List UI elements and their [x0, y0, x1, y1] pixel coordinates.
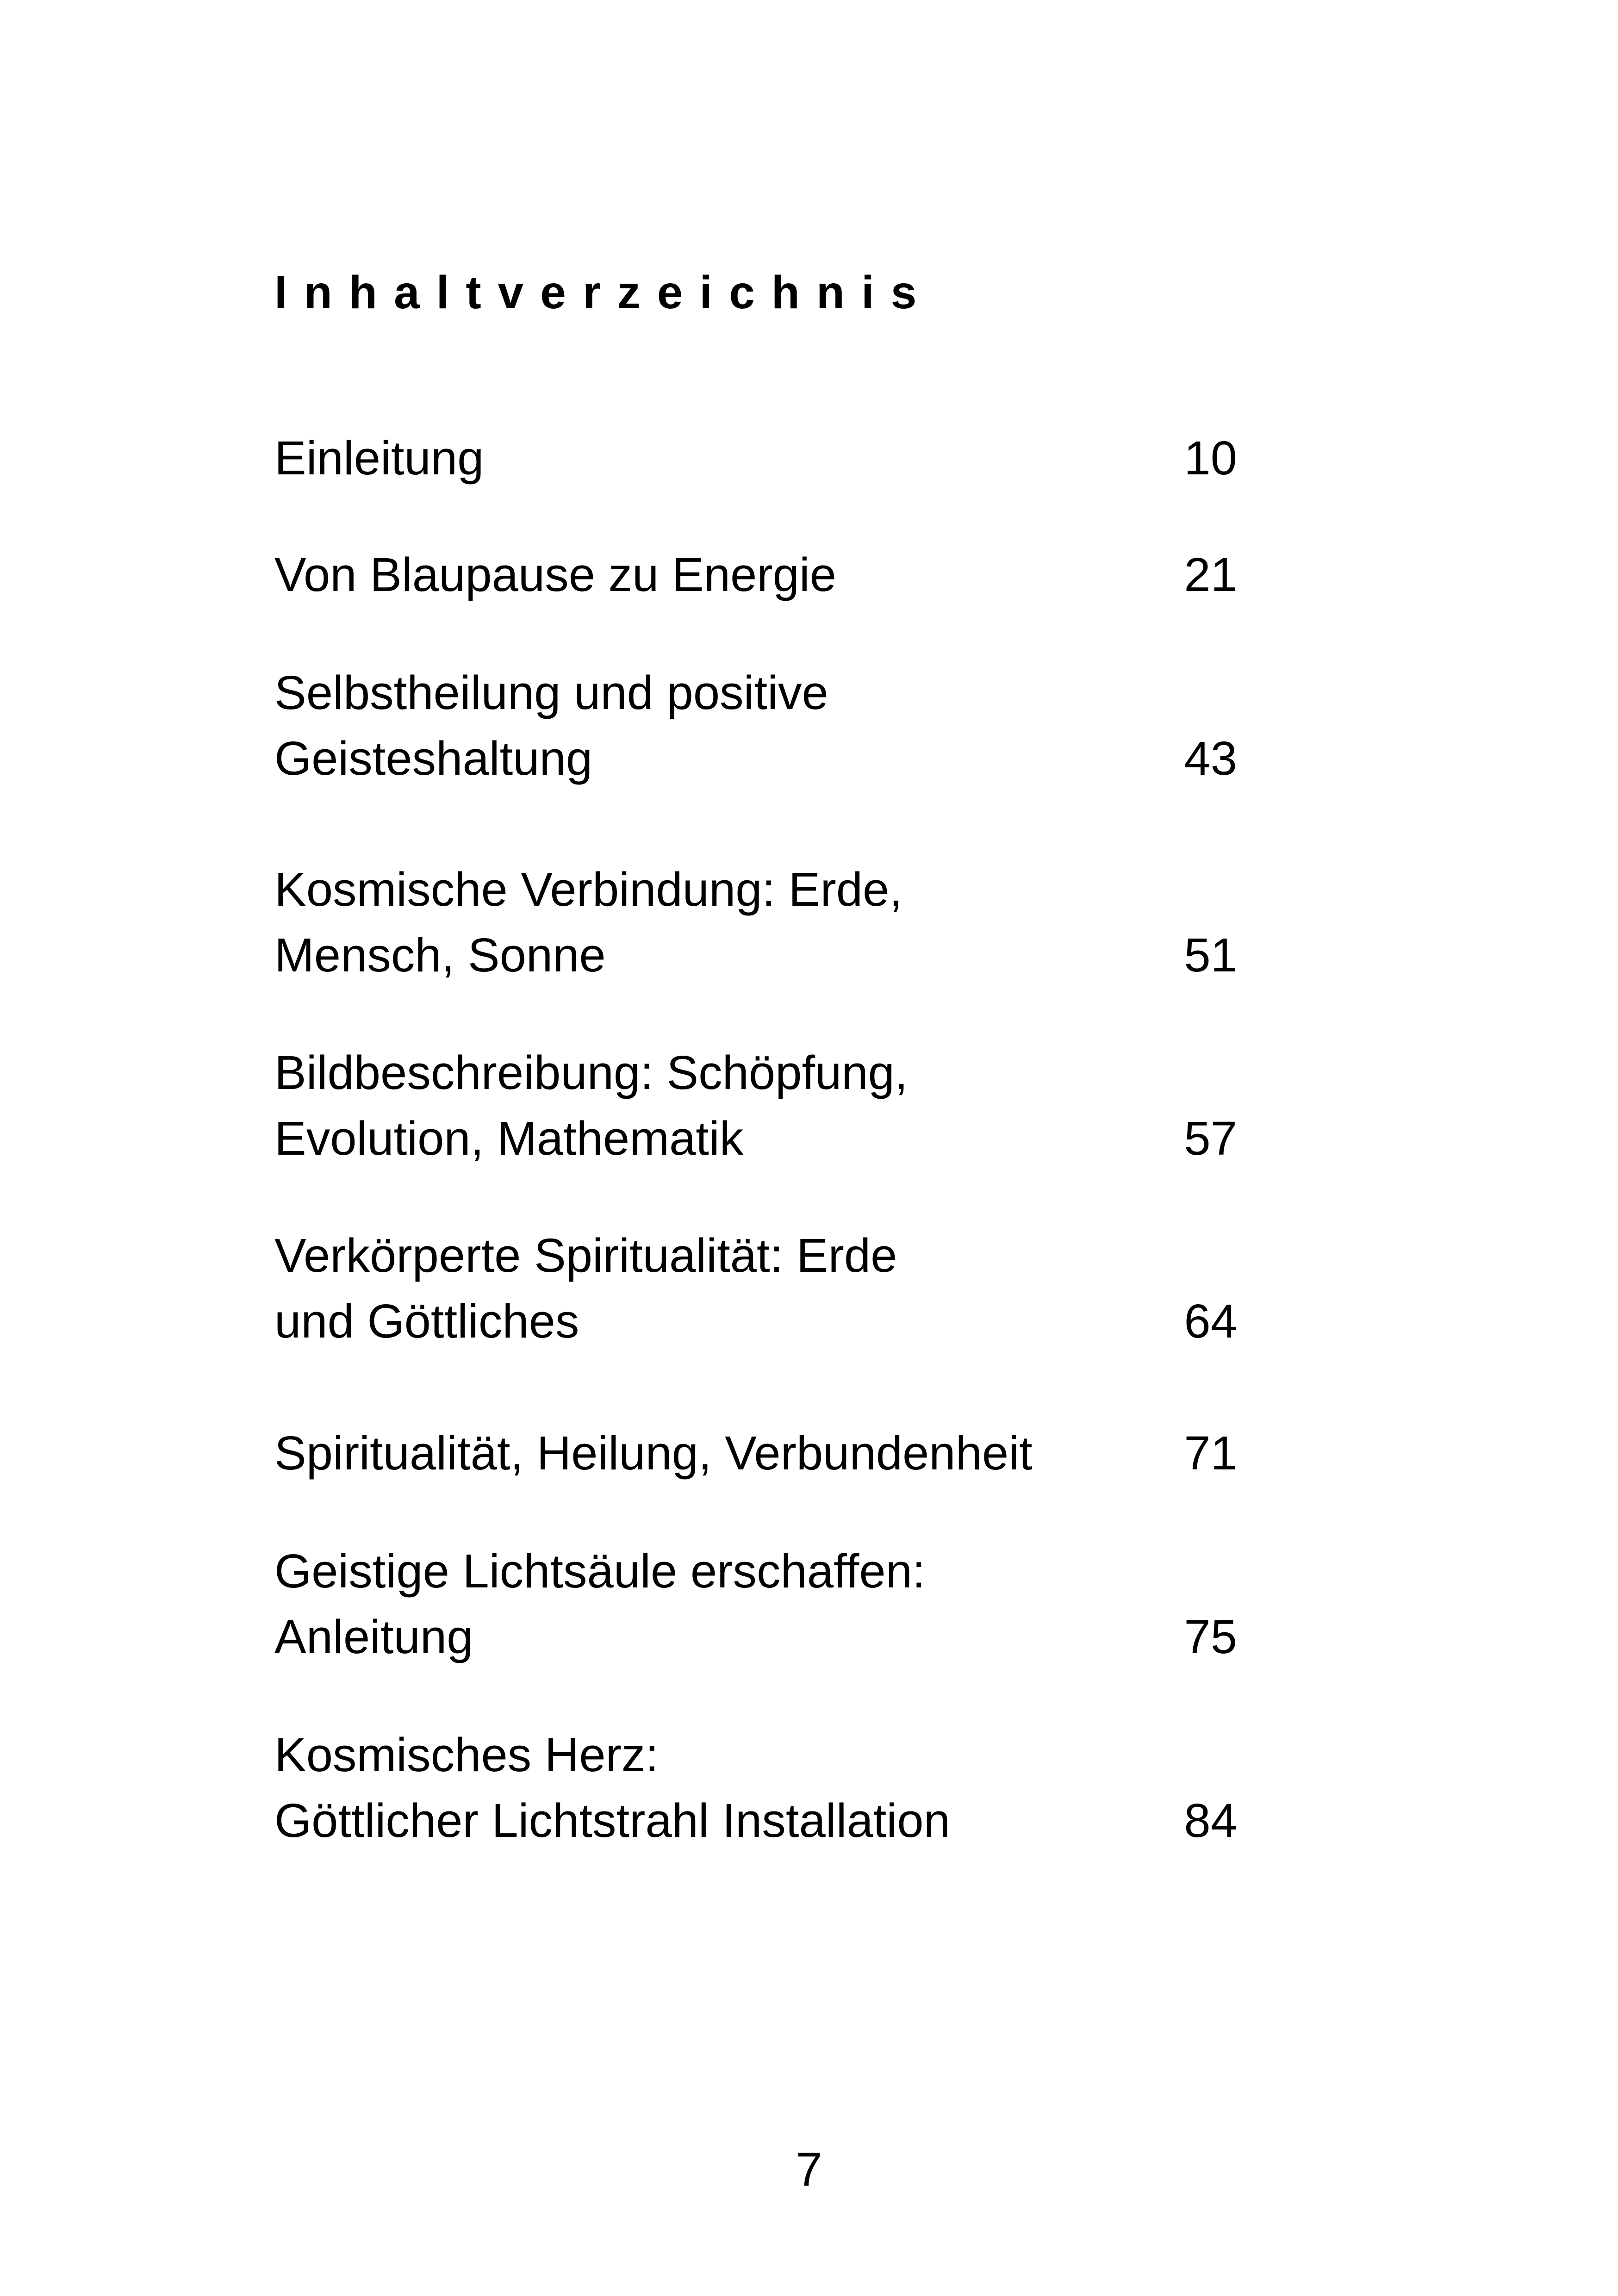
table-of-contents	[274, 0, 1246, 2296]
toc-entry-title-continued: und Göttliches	[274, 1294, 579, 1348]
toc-entry-title: Selbstheilung und positive	[274, 666, 828, 719]
toc-entry-page: 51	[1184, 928, 1237, 982]
toc-entry	[274, 1228, 1246, 1367]
toc-entry-page: 21	[1184, 548, 1237, 601]
toc-entry	[274, 862, 1246, 1001]
toc-entry-title: Verkörperte Spiritualität: Erde	[274, 1229, 897, 1282]
toc-entry-title-continued: Evolution, Mathematik	[274, 1112, 744, 1165]
toc-entry-title-continued: Geisteshaltung	[274, 732, 593, 785]
toc-entry-title: Bildbeschreibung: Schöpfung,	[274, 1046, 908, 1099]
toc-entry-title: Einleitung	[274, 431, 484, 485]
toc-entry-title: Geistige Lichtsäule erschaffen:	[274, 1544, 926, 1598]
toc-entry-title: Kosmisches Herz:	[274, 1728, 659, 1781]
toc-entry-page: 71	[1184, 1426, 1237, 1480]
toc-entry-title-continued: Mensch, Sonne	[274, 928, 606, 982]
toc-entry-title: Von Blaupause zu Energie	[274, 548, 837, 601]
toc-entry-page: 84	[1184, 1794, 1237, 1847]
toc-entry	[274, 1543, 1246, 1682]
toc-entry-page: 10	[1184, 431, 1237, 485]
page-number: 7	[796, 2143, 822, 2196]
toc-entry-page: 64	[1184, 1294, 1237, 1348]
toc-entry-title-continued: Göttlicher Lichtstrahl Installation	[274, 1794, 950, 1847]
toc-entry-page: 75	[1184, 1610, 1237, 1663]
toc-entry-page: 57	[1184, 1112, 1237, 1165]
toc-entry	[274, 665, 1246, 804]
page-title: Inhaltverzeichnis	[274, 267, 933, 318]
toc-entry-title: Kosmische Verbindung: Erde,	[274, 863, 902, 916]
toc-entry	[274, 1045, 1246, 1184]
toc-entry-page: 43	[1184, 732, 1237, 785]
toc-entry	[274, 1727, 1246, 1866]
toc-entry-title: Spiritualität, Heilung, Verbundenheit	[274, 1426, 1033, 1480]
toc-entry-title-continued: Anleitung	[274, 1610, 473, 1663]
